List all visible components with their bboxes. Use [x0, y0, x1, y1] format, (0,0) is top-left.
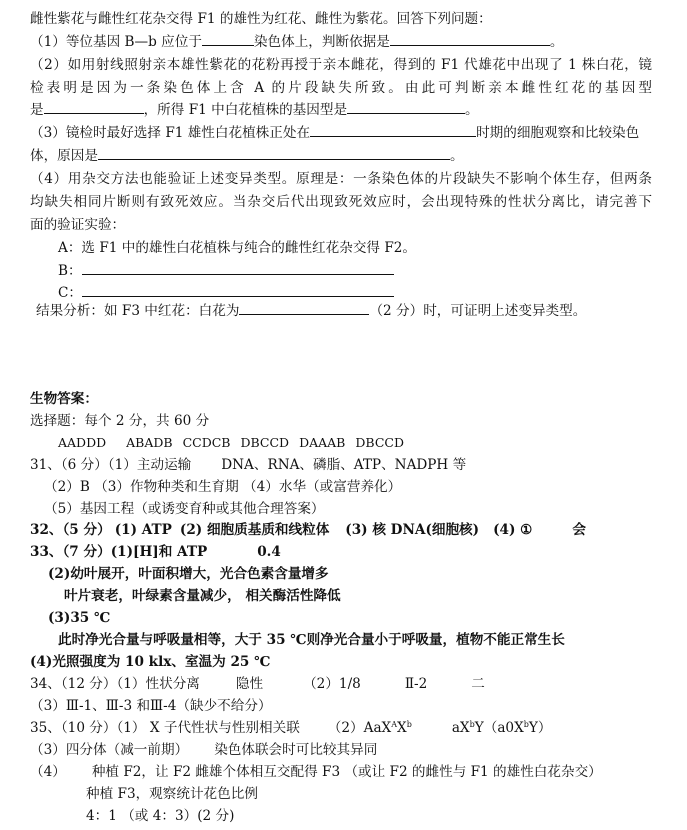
q3-text-b: 时期的细胞观察和比较染色	[476, 125, 640, 141]
mc-group: DBCCD	[355, 435, 404, 450]
a34-part-e: 二	[471, 676, 485, 692]
a31-part-a: 31、（6 分）（1）主动运输	[30, 457, 192, 473]
a32-part-b: (1) ATP	[114, 522, 172, 538]
a33-part-a: 33、（7 分）	[30, 544, 111, 560]
a35-part-4a: （4）	[30, 764, 66, 780]
q1-blank-2[interactable]	[390, 33, 550, 46]
q1-text-b: 染色体上，判断依据是	[253, 34, 390, 50]
mc-group: DBCCD	[240, 435, 290, 450]
a33-part-c: 0.4	[257, 544, 281, 560]
q1-blank-1[interactable]	[202, 33, 254, 46]
a34-part-a: 34、（12 分）（1）性状分离	[30, 676, 200, 692]
answers-heading: 生物答案：	[30, 391, 98, 407]
a34-part-c: （2）1/8	[303, 676, 361, 692]
a35-genotype-1-sup-2: b	[406, 720, 412, 729]
a34-line-2: （3）Ⅲ-1、Ⅲ-3 和Ⅲ-4（缺少不给分）	[30, 698, 272, 714]
a35-part-4b: 种植 F2，让 F2 雌雄个体相互交配得 F3 （或让 F2 的雌性与 F1 的雄性白花杂交）	[91, 764, 602, 780]
mc-note: 选择题：每个 2 分，共 60 分	[30, 413, 210, 429]
mc-group: AADDD	[58, 435, 107, 450]
a34-line-1	[30, 675, 485, 693]
a32-part-e: (4) ①	[493, 522, 533, 538]
q4-step-c-label: C：	[58, 285, 82, 301]
a31-line-1	[30, 456, 466, 474]
a35-line-5: 4：1 （或 4：3）(2 分)	[86, 808, 235, 824]
q2-blank-1[interactable]	[44, 101, 144, 114]
q4-line-3: 面的验证实验：	[30, 217, 126, 233]
a35-genotype-1-mid: X	[397, 720, 407, 736]
q2-line-1: （2）如用射线照射亲本雄性紫花的花粉再授于亲本雌花，得到的 F1 代雄花中出现了 1 株白花，镜	[30, 57, 652, 73]
a31-line-3: （5）基因工程（或诱变育种或其他合理答案）	[44, 501, 325, 517]
mc-group: ABADB	[126, 435, 173, 450]
a34-part-d: Ⅱ-2	[404, 676, 428, 692]
q4-line-1: （4）用杂交方法也能验证上述变异类型。原理是：一条染色体的片段缺失不影响个体生存，但两条	[30, 171, 652, 187]
q4-result-text-a: 结果分析：如 F3 中红花：白花为	[36, 303, 240, 319]
q4-line-2: 均缺失相同片断则有致死效应。当杂交后代出现致死效应时，会出现特殊的性状分离比，请完善下	[30, 194, 652, 210]
q3-line-2	[30, 147, 464, 165]
a33-line-2: (2)幼叶展开，叶面积增大，光合色素含量增多	[48, 566, 329, 582]
q4-step-b	[58, 262, 394, 280]
q4-step-c-blank[interactable]	[82, 284, 394, 297]
q4-result	[36, 302, 586, 320]
question-intro: 雌性紫花与雌性红花杂交得 F1 的雄性为红花、雌性为紫花。回答下列问题：	[30, 11, 492, 27]
mc-group: DAAAB	[299, 435, 346, 450]
a31-part-b: DNA、RNA、磷脂、ATP、NADPH 等	[221, 457, 467, 473]
a35-genotype-1-sup-1: A	[391, 720, 398, 729]
a31-line-2: （2）B （3）作物种类和生育期 （4）水华（或富营养化）	[44, 479, 402, 495]
a35-line-1	[30, 719, 551, 737]
a35-line-3	[30, 763, 602, 781]
q2-line-2: 检表明是因为一条染色体上含 A 的片段缺失所致。由此可判断亲本雌性红花的基因型	[30, 80, 652, 96]
a35-part-3a: （3）四分体（减一前期）	[30, 742, 189, 758]
a35-line-2	[30, 741, 377, 759]
a35-genotype-2-end: Y）	[528, 720, 552, 736]
a32-part-a: 32、（5 分）	[30, 522, 111, 538]
a35-genotype-2: aX	[451, 720, 470, 736]
q3-text-d: 。	[449, 148, 464, 164]
q4-result-text-b: （2 分）时，可证明上述变异类型。	[369, 303, 587, 319]
a35-line-4: 种植 F3，观察统计花色比例	[86, 786, 258, 802]
q3-blank-1[interactable]	[310, 124, 476, 137]
q4-result-blank[interactable]	[239, 302, 369, 315]
q3-line-1	[30, 124, 639, 142]
q1-line	[30, 33, 563, 51]
a35-genotype-2-sup-2: b	[523, 720, 529, 729]
q3-text-c: 体，原因是	[30, 148, 98, 164]
a33-line-3: 叶片衰老，叶绿素含量减少， 相关酶活性降低	[64, 588, 341, 604]
a33-line-4: (3)35 ℃	[48, 610, 111, 626]
a34-part-b: 隐性	[235, 676, 264, 692]
a32-part-f: 会	[572, 522, 586, 538]
a35-genotype-2-mid: Y（a0X	[474, 720, 524, 736]
a33-line-5: 此时净光合量与呼吸量相等，大于 35 ℃则净光合量小于呼吸量，植物不能正常生长	[58, 632, 565, 648]
a35-genotype-1: （2）AaX	[327, 720, 392, 736]
a32-part-c: (2) 细胞质基质和线粒体	[179, 522, 330, 538]
a35-genotype-2-sup-1: b	[469, 720, 475, 729]
q2-line-3	[30, 101, 479, 119]
q4-step-a: A：选 F1 中的雄性白花植株与纯合的雌性红花杂交得 F2。	[58, 240, 417, 256]
a33-line-1	[30, 543, 281, 561]
q2-text-a: 是	[30, 102, 44, 118]
a32-line	[30, 521, 586, 539]
q4-step-c	[58, 284, 394, 302]
mc-answer-row	[58, 434, 404, 452]
q2-text-b: ，所得 F1 中白花植株的基因型是	[143, 102, 348, 118]
a35-part-a: 35、（10 分）（1） X 子代性状与性别相关联	[30, 720, 300, 736]
q4-step-b-label: B：	[58, 263, 82, 279]
q2-blank-2[interactable]	[347, 101, 465, 114]
a33-line-6: (4)光照强度为 10 klx、室温为 25 ℃	[30, 654, 271, 670]
q3-text-a: （3）镜检时最好选择 F1 雄性白花植株正处在	[30, 125, 311, 141]
q4-step-b-blank[interactable]	[82, 262, 394, 275]
a32-part-d: (3) 核 DNA(细胞核)	[345, 522, 480, 538]
a35-part-3b: 染色体联会时可比较其异同	[214, 742, 378, 758]
a33-part-b: (1)[H]和 ATP	[110, 544, 208, 560]
q1-text-a: （1）等位基因 B—b 应位于	[30, 34, 202, 50]
q1-text-c: 。	[549, 34, 564, 50]
q2-text-c: 。	[465, 102, 479, 118]
mc-group: CCDCB	[182, 435, 231, 450]
q3-blank-2[interactable]	[98, 147, 450, 160]
